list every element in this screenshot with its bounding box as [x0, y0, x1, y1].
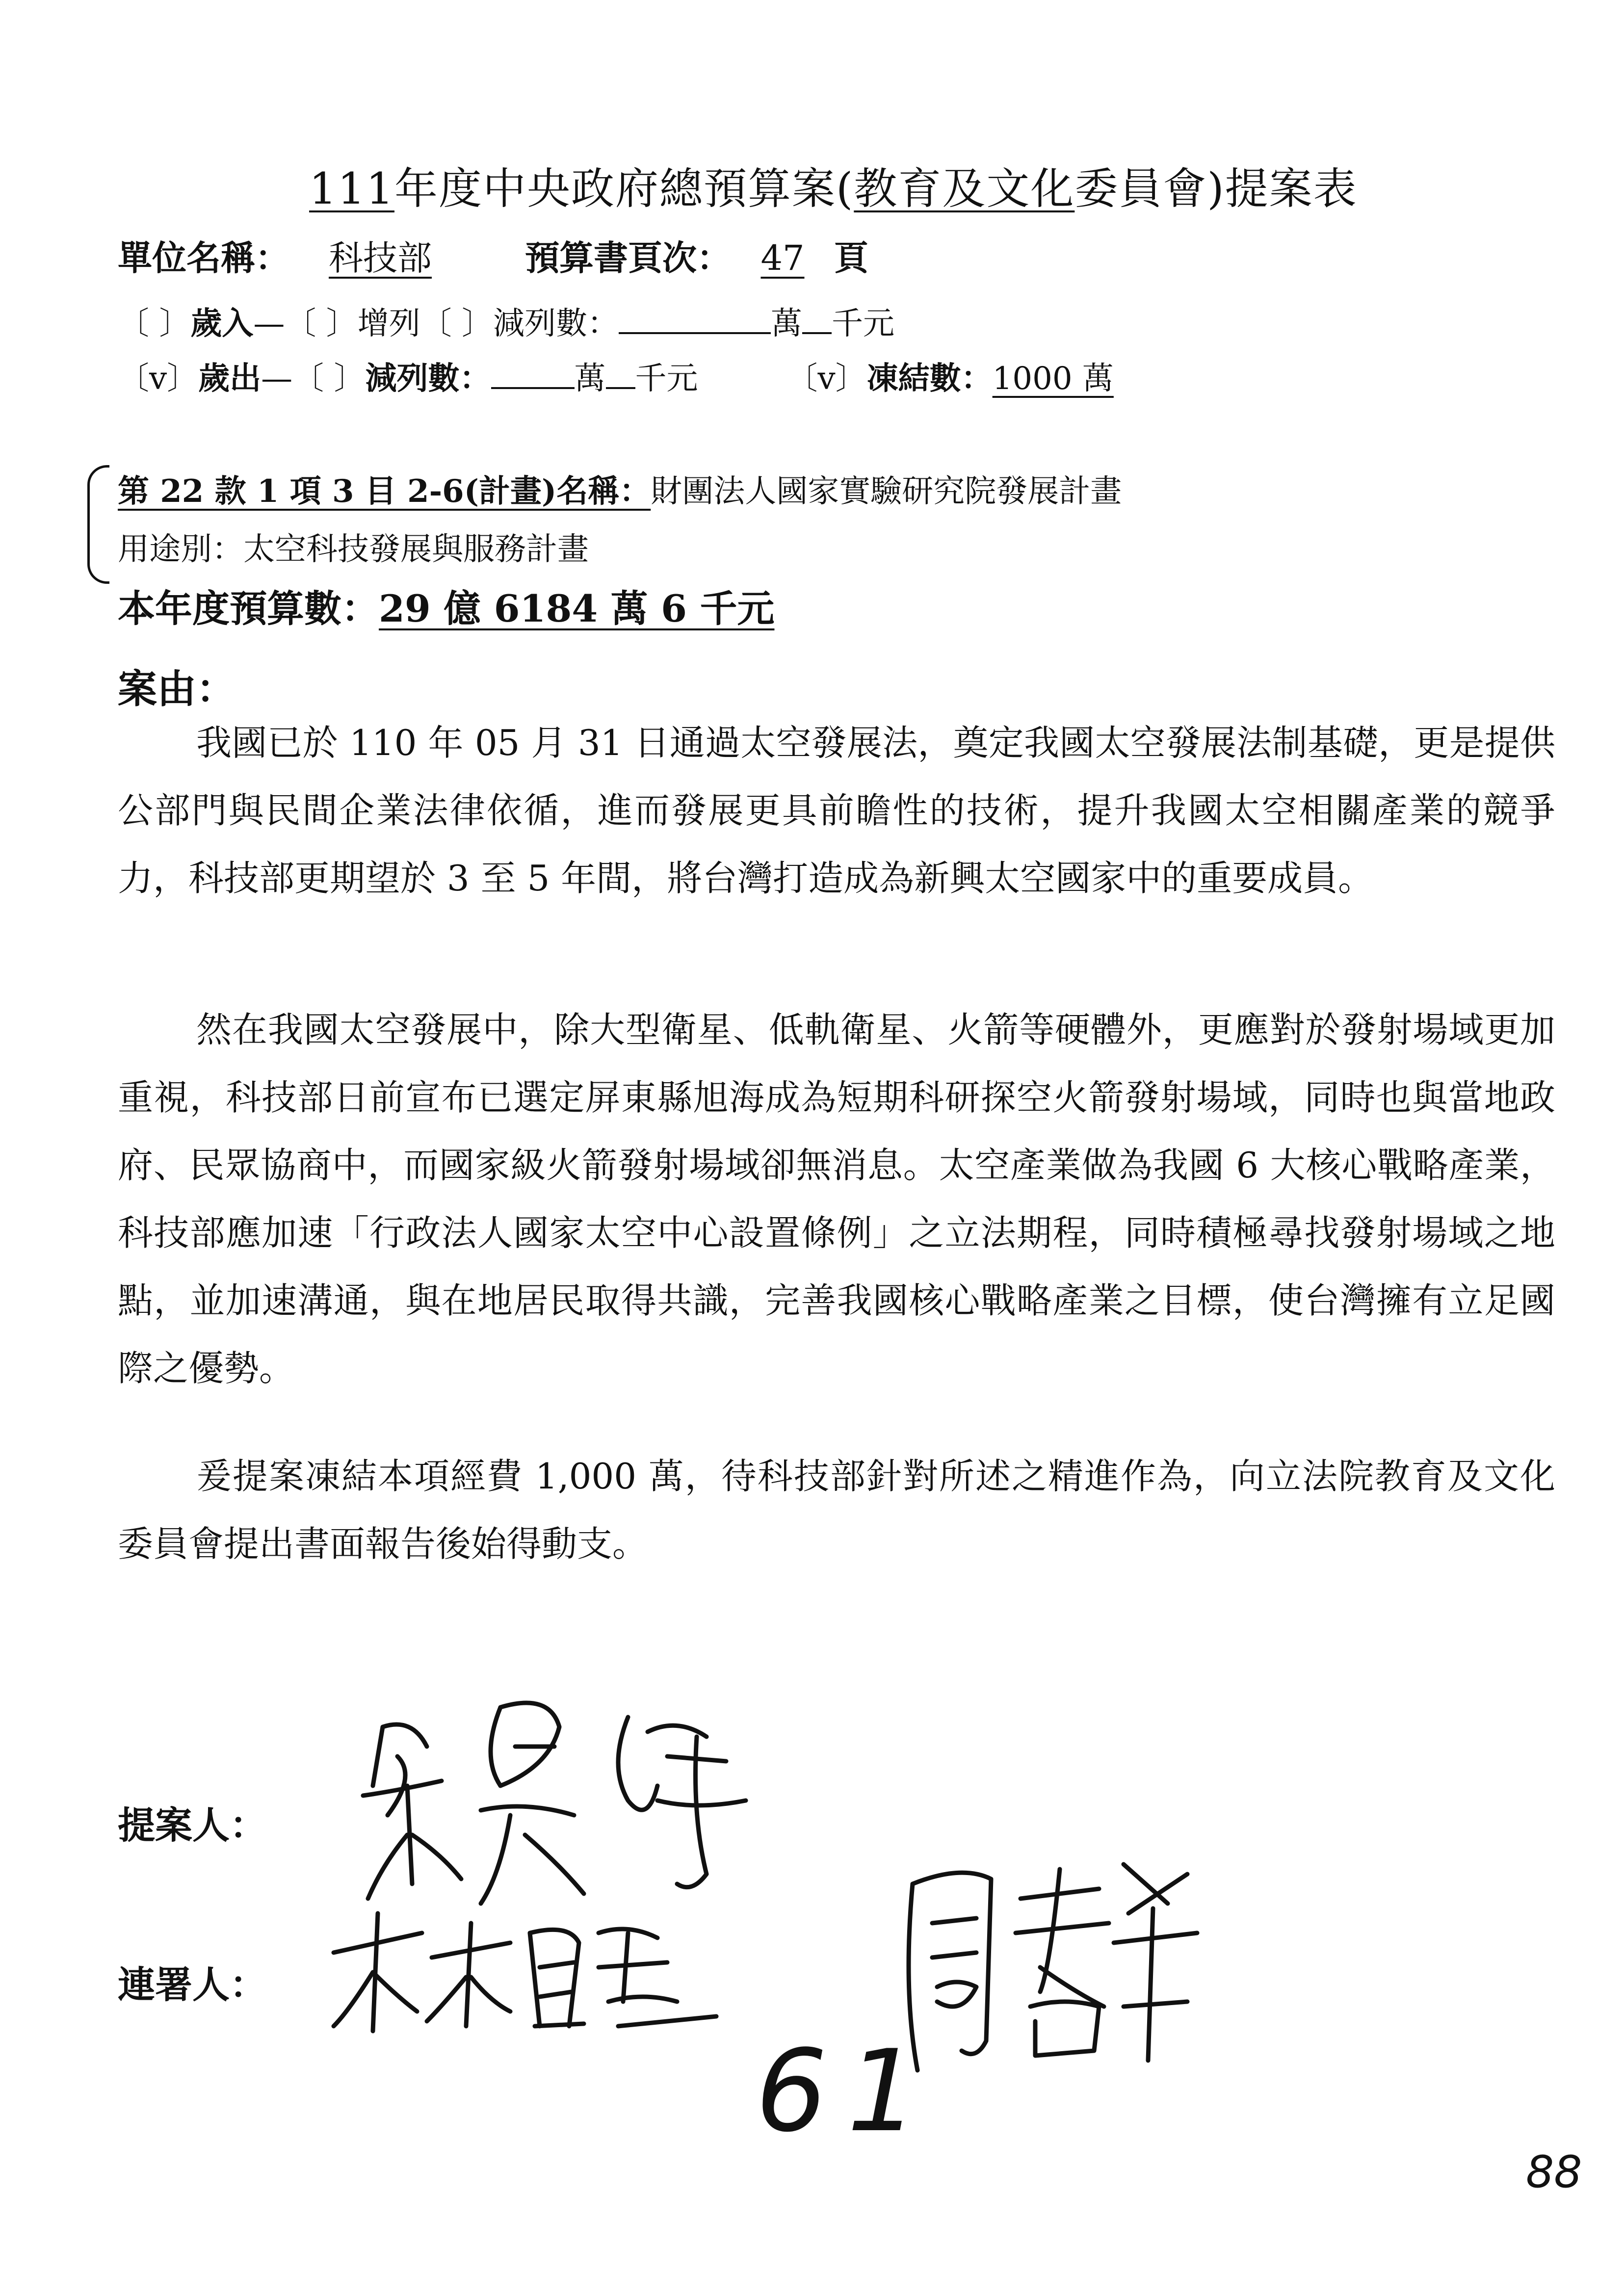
- freeze-value: 1000 萬: [992, 361, 1114, 397]
- expense-checkbox: 〔v〕: [118, 361, 199, 397]
- cosigner-signature-2: [893, 1845, 1207, 2090]
- cosigner-label: 連署人：: [118, 1963, 267, 2007]
- expense-dash: —: [261, 361, 293, 397]
- revenue-row: [118, 298, 894, 343]
- reason-heading: 案由：: [118, 666, 236, 712]
- expense-row: [118, 353, 1114, 398]
- freeze-label: 凍結數：: [866, 360, 993, 397]
- expense-qian-blank: [606, 358, 635, 389]
- unit-value: 科技部: [329, 238, 432, 278]
- unit-label: 單位名稱：: [118, 237, 289, 278]
- revenue-qianyuan: 千元: [832, 306, 895, 342]
- decrease-label: 減列數：: [493, 306, 619, 342]
- increase-checkbox: 〔 〕: [285, 306, 358, 342]
- title-year: 111: [309, 163, 394, 214]
- title-committee: 教育及文化: [854, 163, 1075, 214]
- cosigner-signature-1: [324, 1904, 726, 2051]
- revenue-checkbox: 〔 〕: [118, 306, 191, 342]
- reason-paragraph-1: 我國已於 110 年 05 月 31 日通過太空發展法，奠定我國太空發展法制基礎，更是提供公部門與民間企業法律依循，進而發展更具前瞻性的技術，提升我國太空相關產業的競爭力，科技部更期望於 3 至 5 年間，將台灣打造成為新興太空國家中的重要成員。: [118, 722, 1555, 899]
- item-name-row: [118, 466, 1122, 511]
- expense-amount-blank: [491, 358, 575, 389]
- unit-row: [118, 231, 868, 280]
- expense-qianyuan: 千元: [635, 361, 698, 397]
- reason-paragraph-3: 爰提案凍結本項經費 1,000 萬，待科技部針對所述之精進作為，向立法院教育及文化委員會提出書面報告後始得動支。: [118, 1456, 1555, 1565]
- item-usage-row: [118, 524, 589, 569]
- handwritten-page-number: 88: [1526, 2146, 1582, 2198]
- reason-paragraph-2: 然在我國太空發展中，除大型衛星、低軌衛星、火箭等硬體外，更應對於發射場域更加重視，科技部日前宣布已選定屏東縣旭海成為短期科研探空火箭發射場域，同時也與當地政府、民眾協商中，而國家級火箭發射場域卻無消息。太空產業做為我國 6 大核心戰略產業，科技部應加速「行政法人國家太空中心設置條例」之立法期程，同時積極尋找發射場域之地點，並加速溝通，與在地居民取得共識，完善我國核心戰略產業之目標，使台灣擁有立足國際之優勢。: [118, 1009, 1555, 1389]
- revenue-dash: —: [253, 306, 285, 342]
- usage-value: 太空科技發展與服務計畫: [243, 531, 589, 568]
- item-bracket: [87, 465, 109, 584]
- increase-label: 增列: [357, 306, 420, 342]
- form-title: [309, 155, 1358, 216]
- proposer-label: 提案人：: [118, 1803, 267, 1847]
- budget-label: 本年度預算數：: [118, 587, 379, 630]
- revenue-wan: 萬: [771, 306, 803, 342]
- usage-label: 用途別：: [118, 531, 243, 568]
- expense-label: 歲出: [198, 360, 262, 397]
- budget-row: [118, 579, 774, 632]
- revenue-qian-blank: [802, 303, 832, 334]
- expense-wan: 萬: [574, 361, 606, 397]
- handwritten-number: 61: [756, 2026, 939, 2157]
- title-part1: 年度中央政府總預算案(: [394, 163, 854, 214]
- page-label: 預算書頁次：: [525, 237, 731, 278]
- page-value: 47: [760, 238, 805, 278]
- decrease-checkbox: 〔 〕: [420, 306, 494, 342]
- expense-decrease-checkbox: 〔 〕: [292, 361, 366, 397]
- expense-decrease-label: 減列數：: [365, 360, 491, 397]
- revenue-amount-blank: [619, 303, 771, 334]
- budget-value: 29 億 6184 萬 6 千元: [379, 587, 775, 630]
- item-kuan: 第 22 款 1 項 3 目 2-6(計畫)名稱：: [118, 473, 651, 510]
- page-suffix: 頁: [834, 237, 868, 278]
- revenue-label: 歲入: [190, 305, 254, 342]
- item-name: 財團法人國家實驗研究院發展計畫: [651, 473, 1122, 510]
- freeze-checkbox: 〔v〕: [786, 361, 867, 397]
- title-part2: 委員會)提案表: [1074, 163, 1358, 214]
